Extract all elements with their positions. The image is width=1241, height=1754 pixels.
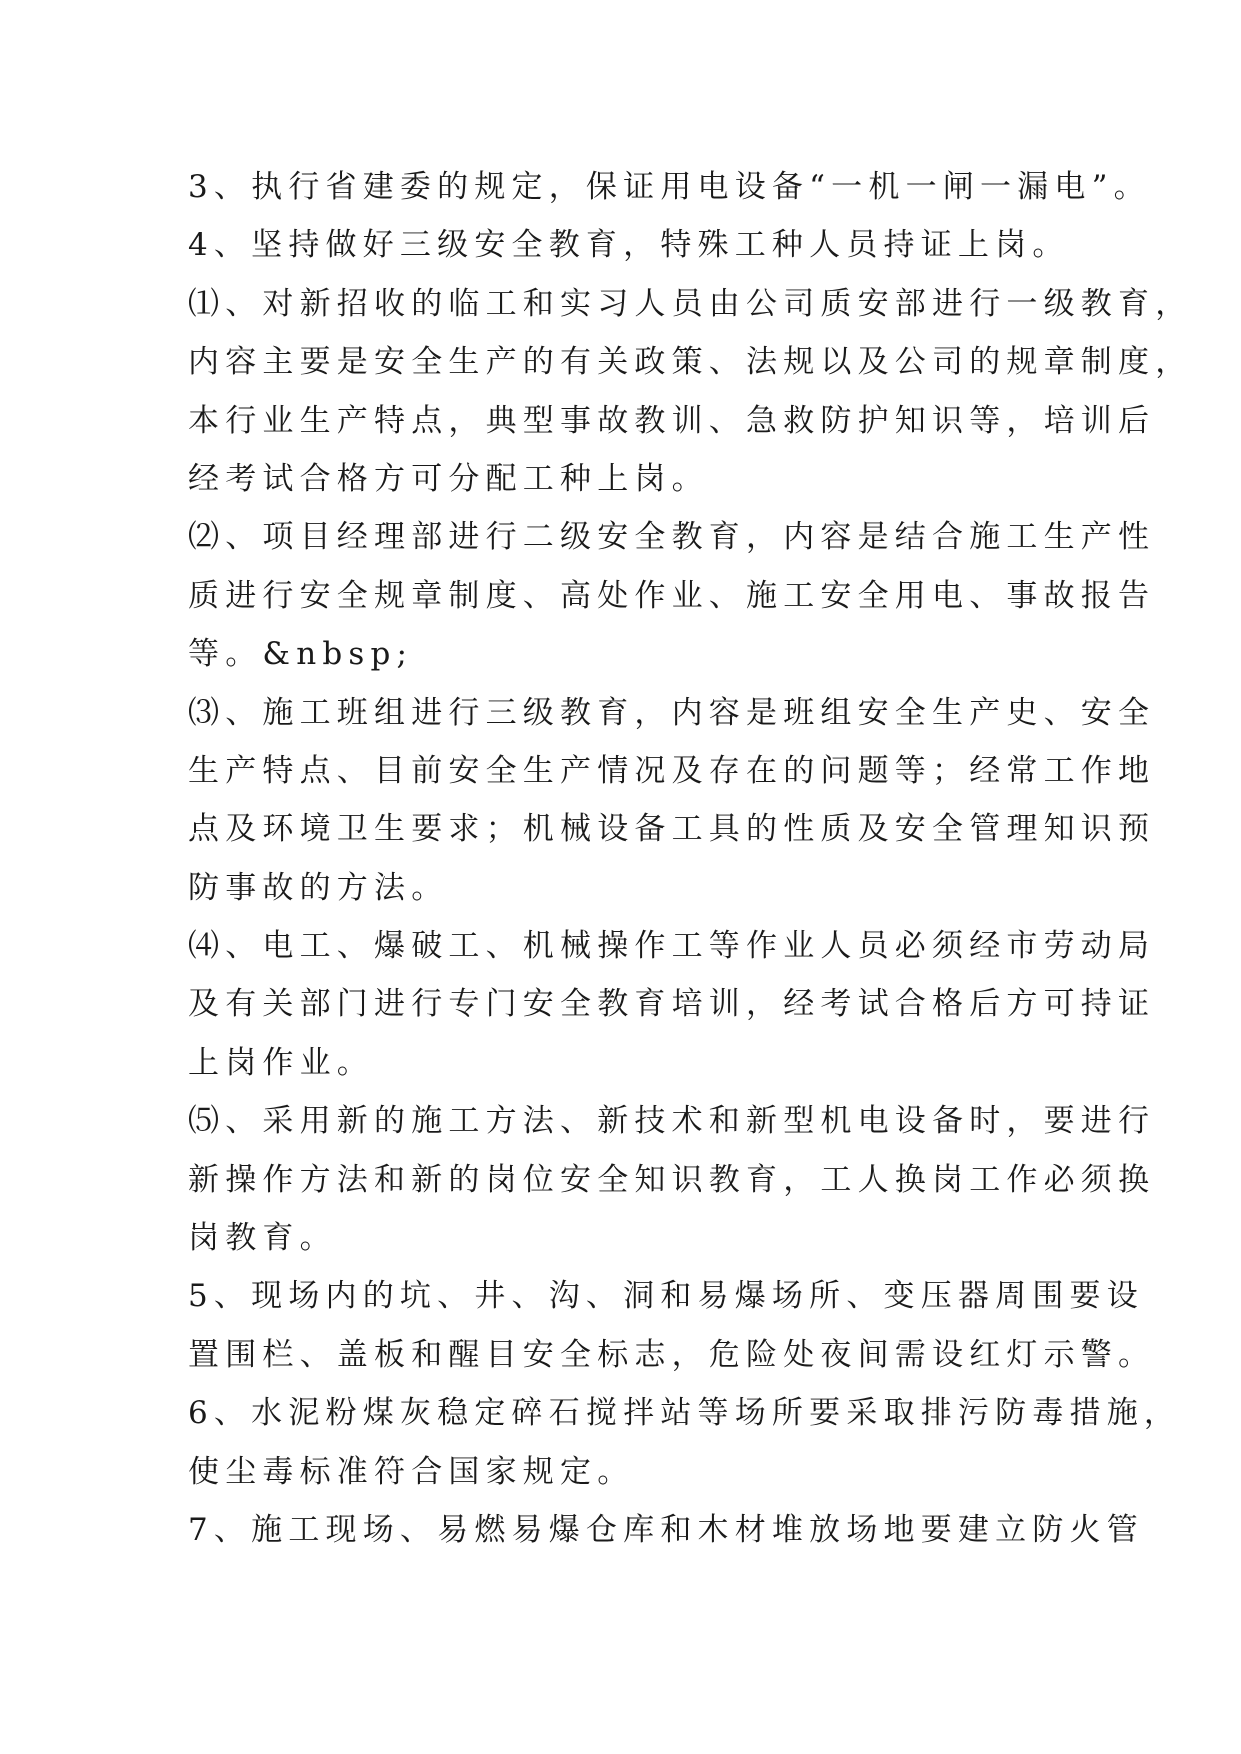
text-line: 生产特点、目前安全生产情况及存在的问题等；经常工作地 bbox=[188, 752, 1156, 789]
text-line: 上岗作业。 bbox=[188, 1044, 374, 1081]
text-line: ⑷、电工、爆破工、机械操作工等作业人员必须经市劳动局 bbox=[188, 928, 1156, 965]
text-line: 4、坚持做好三级安全教育，特殊工种人员持证上岗。 bbox=[188, 227, 1070, 264]
text-line: 本行业生产特点，典型事故教训、急救防护知识等，培训后 bbox=[188, 402, 1156, 439]
text-line: 置围栏、盖板和醒目安全标志，危险处夜间需设红灯示警。 bbox=[188, 1336, 1156, 1373]
text-line: 使尘毒标准符合国家规定。 bbox=[188, 1453, 635, 1490]
text-line: 及有关部门进行专门安全教育培训，经考试合格后方可持证 bbox=[188, 986, 1156, 1023]
text-line: 经考试合格方可分配工种上岗。 bbox=[188, 460, 709, 497]
text-line: 等。&nbsp; bbox=[188, 636, 414, 673]
text-line: 岗教育。 bbox=[188, 1220, 337, 1257]
text-line: 点及环境卫生要求；机械设备工具的性质及安全管理知识预 bbox=[188, 811, 1156, 848]
text-line: 防事故的方法。 bbox=[188, 869, 449, 906]
text-line: ⑸、采用新的施工方法、新技术和新型机电设备时，要进行 bbox=[188, 1103, 1156, 1140]
text-line: ⑵、项目经理部进行二级安全教育，内容是结合施工生产性 bbox=[188, 519, 1156, 556]
text-line: 质进行安全规章制度、高处作业、施工安全用电、事故报告 bbox=[188, 577, 1156, 614]
text-line: 5、现场内的坑、井、沟、洞和易爆场所、变压器周围要设 bbox=[188, 1278, 1144, 1315]
text-line: ⑴、对新招收的临工和实习人员由公司质安部进行一级教育， bbox=[188, 285, 1193, 322]
text-line: ⑶、施工班组进行三级教育，内容是班组安全生产史、安全 bbox=[188, 694, 1156, 731]
text-line: 内容主要是安全生产的有关政策、法规以及公司的规章制度， bbox=[188, 344, 1193, 381]
text-line: 3、执行省建委的规定，保证用电设备“一机一闸一漏电”。 bbox=[188, 169, 1151, 205]
text-line: 7、施工现场、易燃易爆仓库和木材堆放场地要建立防火管 bbox=[188, 1511, 1144, 1548]
text-line: 6、水泥粉煤灰稳定碎石搅拌站等场所要采取排污防毒措施， bbox=[188, 1395, 1182, 1432]
text-line: 新操作方法和新的岗位安全知识教育，工人换岗工作必须换 bbox=[188, 1161, 1156, 1198]
document-body bbox=[188, 158, 1193, 1559]
